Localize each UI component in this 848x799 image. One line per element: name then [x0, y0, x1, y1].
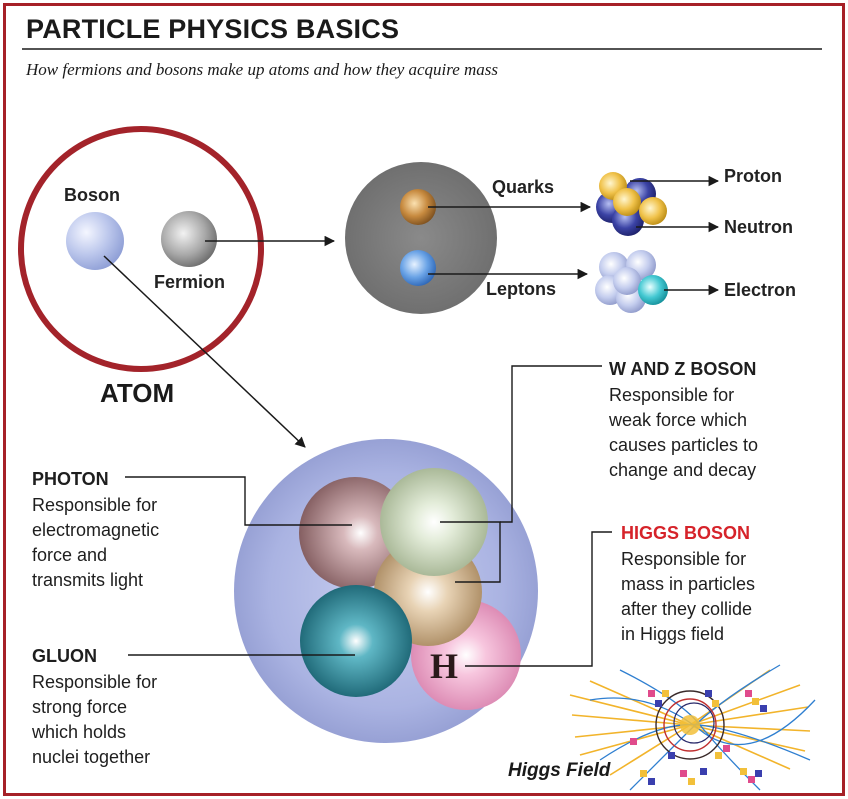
field-particle: [715, 752, 722, 759]
fermion-sphere: [161, 211, 217, 267]
page-subtitle: How fermions and bosons make up atoms and how they acquire mass: [26, 60, 499, 79]
higgs-field-label: Higgs Field: [508, 760, 611, 781]
wz-boson-description: Responsible for weak force which causes particles to change and decay: [609, 385, 759, 480]
wz-boson-heading: W AND Z BOSON: [609, 359, 757, 379]
quarks-label: Quarks: [492, 177, 555, 197]
field-particle: [680, 770, 687, 777]
field-particle: [668, 752, 675, 759]
lepton-sphere: [400, 250, 436, 286]
proton-label: Proton: [724, 166, 782, 186]
fermion-label: Fermion: [154, 272, 226, 292]
field-particle: [705, 690, 712, 697]
field-particle: [688, 778, 695, 785]
field-particle: [640, 770, 647, 777]
higgs-symbol: H: [430, 646, 459, 686]
atom-label: ATOM: [100, 378, 175, 408]
atom-ring: [21, 129, 261, 369]
field-particle: [755, 770, 762, 777]
electron-cluster: [595, 250, 668, 313]
field-particle: [752, 698, 759, 705]
photon-heading: PHOTON: [32, 469, 109, 489]
field-particle: [748, 776, 755, 783]
field-particle: [655, 700, 662, 707]
field-particle: [700, 768, 707, 775]
field-particle: [648, 778, 655, 785]
higgs-boson-description: Responsible for mass in particles after they collide in Higgs field: [621, 549, 756, 644]
higgs-boson-heading: HIGGS BOSON: [621, 523, 751, 543]
field-particle: [745, 690, 752, 697]
field-particle: [740, 768, 747, 775]
page-title: PARTICLE PHYSICS BASICS: [26, 14, 400, 44]
field-particle: [630, 738, 637, 745]
boson-sphere: [66, 212, 124, 270]
gluon-heading: GLUON: [32, 646, 97, 666]
leptons-label: Leptons: [486, 279, 556, 299]
field-particle: [760, 705, 767, 712]
field-particle: [723, 745, 730, 752]
field-core: [680, 715, 700, 735]
gluon-description: Responsible for strong force which holds nuclei together: [32, 672, 158, 767]
gluon-sphere: [300, 585, 412, 697]
electron-label: Electron: [724, 280, 797, 300]
photon-description: Responsible for electromagnetic force and transmits light: [32, 495, 160, 590]
field-particle: [662, 690, 669, 697]
wz-leader-top: [500, 366, 602, 522]
field-particle: [712, 700, 719, 707]
fermion-disc: [345, 162, 497, 314]
neutron-label: Neutron: [724, 217, 793, 237]
field-particle: [648, 690, 655, 697]
boson-label: Boson: [64, 185, 120, 205]
